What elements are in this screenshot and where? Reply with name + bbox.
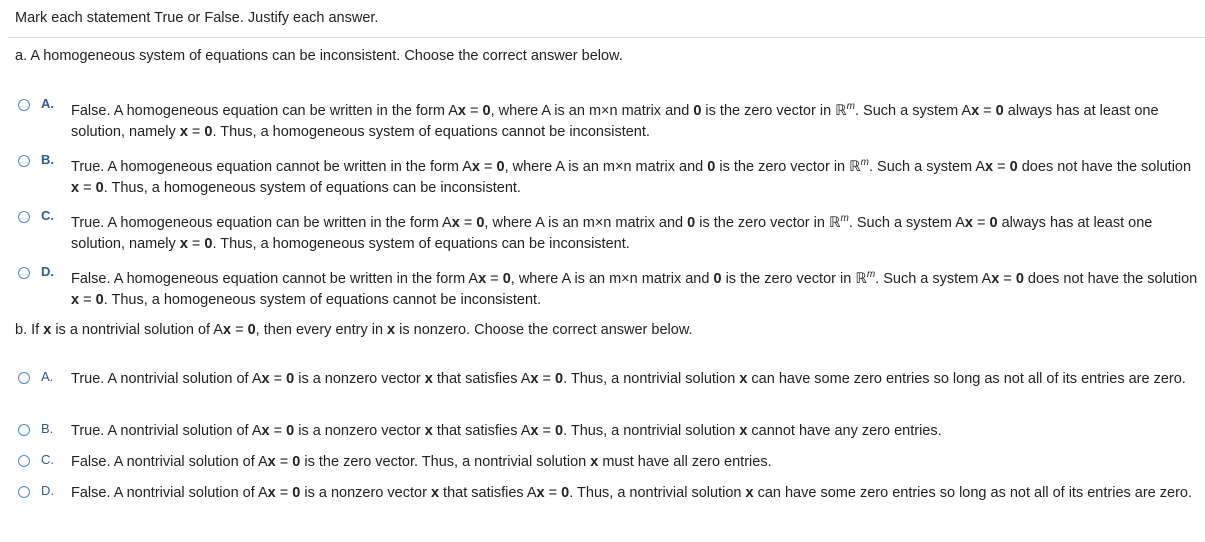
bold-symbol: 0 xyxy=(496,159,505,175)
bold-symbol: x xyxy=(471,159,480,175)
radio-button[interactable] xyxy=(18,424,30,436)
text-run: is nonzero. Choose the correct answer below. xyxy=(395,322,693,338)
bold-symbol: x xyxy=(261,423,270,439)
text-run: . Thus, a homogeneous system of equations cannot be inconsistent. xyxy=(212,124,650,140)
text-run: , where A is an m×n matrix and xyxy=(490,103,694,119)
text-run: False. A homogeneous equation cannot be written in the form A xyxy=(71,271,479,287)
text-run: , where A is an m×n matrix and xyxy=(504,159,708,175)
option-letter: D. xyxy=(41,264,54,279)
bold-symbol: 0 xyxy=(693,103,702,119)
bold-symbol: x xyxy=(261,371,270,387)
text-run: = xyxy=(269,423,287,439)
text-run: . Thus, a homogeneous system of equations cannot be inconsistent. xyxy=(103,292,542,308)
bold-symbol: 0 xyxy=(502,271,511,287)
text-run: False. A nontrivial solution of A xyxy=(71,454,268,470)
text-run: . Thus, a homogeneous system of equations can be inconsistent. xyxy=(212,236,630,252)
bold-symbol: x xyxy=(222,322,232,338)
bold-symbol: x xyxy=(424,371,433,387)
bold-symbol: x xyxy=(267,485,276,501)
radio-button[interactable] xyxy=(18,486,30,498)
text-run: can have some zero entries so long as not all of its entries are zero. xyxy=(747,371,1186,387)
bold-symbol: x xyxy=(739,423,748,439)
text-run: does not have the solution xyxy=(1023,271,1198,287)
text-run: b. If xyxy=(15,322,44,338)
question-b-prompt xyxy=(15,322,693,338)
bold-symbol: 0 xyxy=(476,215,485,231)
bold-symbol: x xyxy=(451,215,460,231)
text-run: = xyxy=(79,180,96,196)
bold-symbol: x xyxy=(971,103,980,119)
option-text xyxy=(71,421,1201,442)
text-run: does not have the solution xyxy=(1017,159,1192,175)
option-letter: C. xyxy=(41,208,54,223)
bold-symbol: 0 xyxy=(995,103,1004,119)
bold-symbol: x xyxy=(478,271,487,287)
text-run: = xyxy=(231,322,248,338)
text-run: is a nonzero vector xyxy=(300,485,431,501)
text-run: always has at least one solution, namely xyxy=(71,215,1153,252)
text-run: must have all zero entries. xyxy=(598,454,772,470)
text-run: is a nontrivial solution of A xyxy=(51,322,223,338)
text-run: can have some zero entries so long as not all of its entries are zero. xyxy=(753,485,1193,501)
text-run: is a nonzero vector xyxy=(294,423,425,439)
text-run: = xyxy=(275,485,293,501)
text-run: = xyxy=(999,271,1016,287)
option-text xyxy=(71,152,1201,199)
option-letter: A. xyxy=(41,96,54,111)
radio-button[interactable] xyxy=(18,155,30,167)
text-run: = xyxy=(459,215,477,231)
bold-symbol: x xyxy=(739,371,748,387)
text-run: True. A homogeneous equation cannot be written in the form A xyxy=(71,159,472,175)
option-text xyxy=(71,369,1201,390)
option-text xyxy=(71,452,1201,473)
text-run: = xyxy=(275,454,293,470)
instructions-text: Mark each statement True or False. Justify each answer. xyxy=(15,10,379,26)
bold-symbol: 0 xyxy=(554,371,564,387)
bold-symbol: 0 xyxy=(95,292,104,308)
text-run: is the zero vector in ℝ xyxy=(695,215,841,231)
bold-symbol: x xyxy=(991,271,1000,287)
header-divider xyxy=(8,37,1205,38)
text-run: False. A homogeneous equation can be written in the form A xyxy=(71,103,458,119)
bold-symbol: 0 xyxy=(292,454,301,470)
bold-symbol: x xyxy=(590,454,599,470)
text-run: . Thus, a homogeneous system of equations can be inconsistent. xyxy=(103,180,521,196)
bold-symbol: 0 xyxy=(247,322,256,338)
bold-symbol: x xyxy=(530,423,539,439)
text-run: = xyxy=(269,371,287,387)
bold-symbol: 0 xyxy=(204,124,213,140)
text-run: = xyxy=(538,423,555,439)
text-run: . Thus, a nontrivial solution xyxy=(569,485,746,501)
text-run: False. A nontrivial solution of A xyxy=(71,485,268,501)
bold-symbol: x xyxy=(71,292,80,308)
bold-symbol: 0 xyxy=(687,215,696,231)
text-run: = xyxy=(544,485,562,501)
text-run: = xyxy=(486,271,503,287)
bold-symbol: 0 xyxy=(292,485,301,501)
radio-button[interactable] xyxy=(18,99,30,111)
bold-symbol: 0 xyxy=(482,103,491,119)
bold-symbol: 0 xyxy=(707,159,716,175)
text-run: that satisfies A xyxy=(432,371,531,387)
text-run: is the zero vector in ℝ xyxy=(701,103,847,119)
bold-symbol: 0 xyxy=(286,423,295,439)
text-run: is a nonzero vector xyxy=(294,371,425,387)
superscript: m xyxy=(860,157,869,168)
option-letter: D. xyxy=(41,483,54,498)
option-text xyxy=(71,264,1201,311)
text-run: . Such a system A xyxy=(855,103,972,119)
superscript: m xyxy=(846,101,855,112)
text-run: , where A is an m×n matrix and xyxy=(510,271,714,287)
text-run: that satisfies A xyxy=(432,423,531,439)
superscript: m xyxy=(866,269,876,280)
text-run: True. A nontrivial solution of A xyxy=(71,371,262,387)
option-text xyxy=(71,96,1201,143)
text-run: True. A nontrivial solution of A xyxy=(71,423,262,439)
superscript: m xyxy=(840,213,849,224)
bold-symbol: 0 xyxy=(1015,271,1024,287)
text-run: that satisfies A xyxy=(439,485,537,501)
bold-symbol: x xyxy=(43,322,52,338)
text-run: . Thus, a nontrivial solution xyxy=(563,423,740,439)
text-run: is the zero vector in ℝ xyxy=(715,159,861,175)
text-run: . Such a system A xyxy=(848,215,965,231)
radio-button[interactable] xyxy=(18,211,30,223)
text-run: cannot have any zero entries. xyxy=(747,423,942,439)
bold-symbol: 0 xyxy=(989,215,998,231)
text-run: always has at least one solution, namely xyxy=(71,103,1159,140)
text-run: , where A is an m×n matrix and xyxy=(484,215,688,231)
option-letter: A. xyxy=(41,369,54,384)
bold-symbol: x xyxy=(964,215,973,231)
bold-symbol: x xyxy=(530,371,539,387)
text-run: = xyxy=(972,215,990,231)
bold-symbol: x xyxy=(179,236,188,252)
text-run: = xyxy=(79,292,96,308)
text-run: = xyxy=(979,103,996,119)
bold-symbol: x xyxy=(179,124,188,140)
bold-symbol: x xyxy=(457,103,466,119)
bold-symbol: 0 xyxy=(204,236,213,252)
option-letter: C. xyxy=(41,452,54,467)
option-text xyxy=(71,483,1201,504)
text-run: . Such a system A xyxy=(868,159,986,175)
bold-symbol: x xyxy=(430,485,440,501)
text-run: = xyxy=(187,236,205,252)
text-run: = xyxy=(466,103,483,119)
text-run: = xyxy=(538,371,555,387)
bold-symbol: 0 xyxy=(554,423,564,439)
text-run: = xyxy=(187,124,205,140)
option-letter: B. xyxy=(41,152,54,167)
text-run: . Such a system A xyxy=(875,271,992,287)
text-run: is the zero vector. Thus, a nontrivial solution xyxy=(300,454,591,470)
text-run: = xyxy=(479,159,497,175)
bold-symbol: 0 xyxy=(713,271,722,287)
text-run: . Thus, a nontrivial solution xyxy=(563,371,740,387)
text-run: , then every entry in xyxy=(255,322,388,338)
option-text xyxy=(71,208,1201,255)
text-run: True. A homogeneous equation can be written in the form A xyxy=(71,215,452,231)
bold-symbol: 0 xyxy=(1009,159,1018,175)
bold-symbol: 0 xyxy=(286,371,295,387)
option-letter: B. xyxy=(41,421,54,436)
bold-symbol: x xyxy=(71,180,80,196)
bold-symbol: x xyxy=(387,322,396,338)
bold-symbol: x xyxy=(424,423,433,439)
bold-symbol: x xyxy=(536,485,545,501)
radio-button[interactable] xyxy=(18,372,30,384)
bold-symbol: x xyxy=(267,454,276,470)
question-a-prompt: a. A homogeneous system of equations can be inconsistent. Choose the correct answer below. xyxy=(15,48,623,64)
radio-button[interactable] xyxy=(18,455,30,467)
bold-symbol: x xyxy=(745,485,754,501)
bold-symbol: 0 xyxy=(95,180,104,196)
bold-symbol: 0 xyxy=(561,485,570,501)
radio-button[interactable] xyxy=(18,267,30,279)
text-run: = xyxy=(993,159,1010,175)
bold-symbol: x xyxy=(985,159,994,175)
text-run: is the zero vector in ℝ xyxy=(721,271,867,287)
